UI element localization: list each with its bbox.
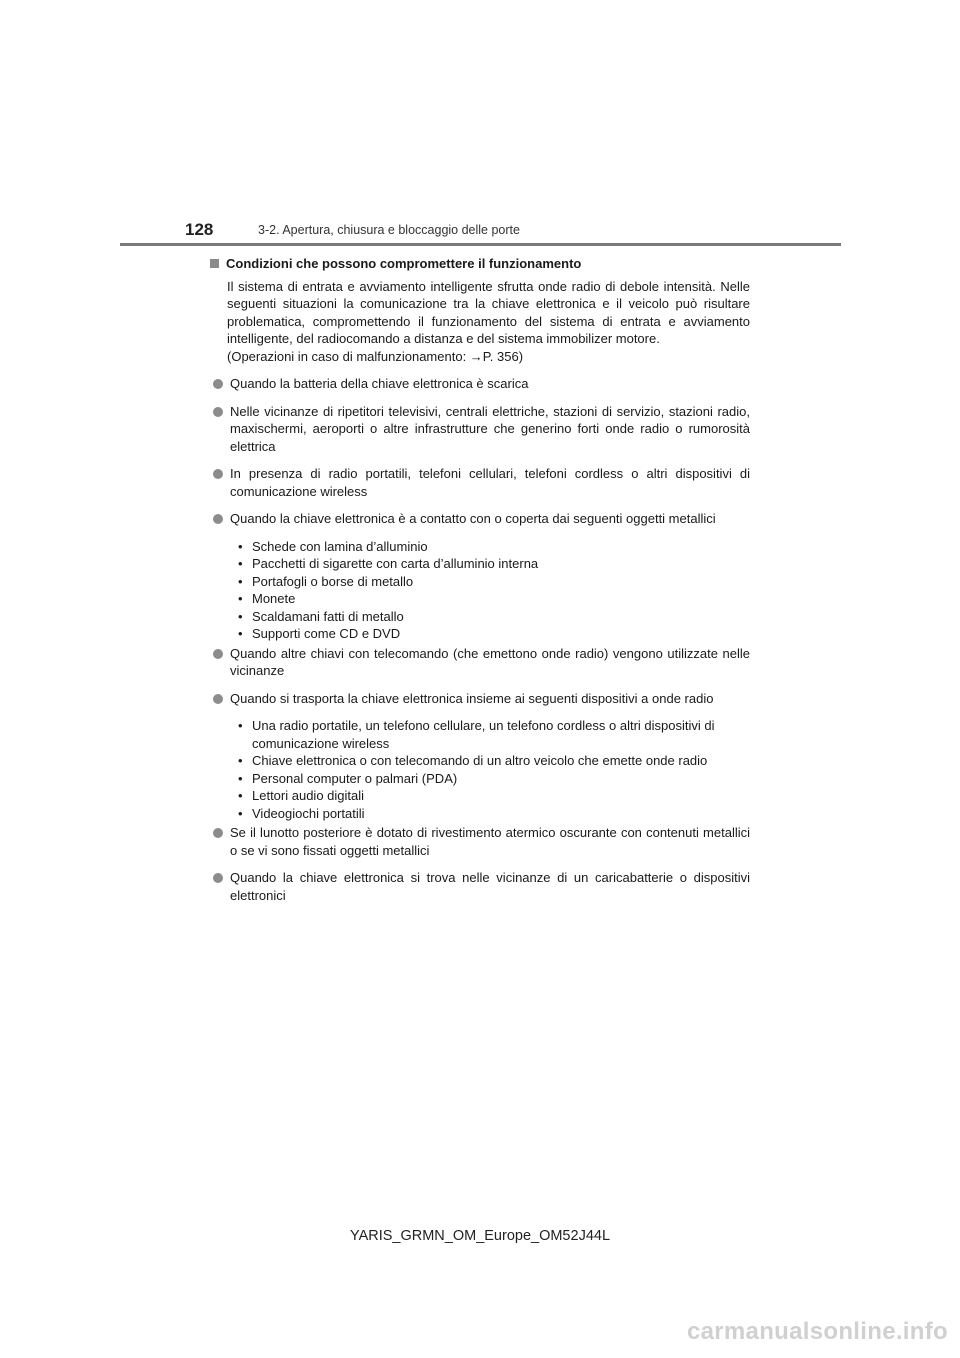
dot-bullet-icon: • [238, 573, 243, 589]
circle-bullet-icon [213, 379, 223, 389]
dot-bullet-icon: • [238, 626, 243, 641]
square-bullet-icon [210, 259, 219, 268]
dot-bullet-icon: • [238, 805, 243, 821]
list-item [210, 403, 750, 456]
list-item [210, 510, 750, 528]
dot-bullet-icon: • [238, 591, 243, 606]
circle-bullet-icon [213, 649, 223, 659]
sublist-item: • Personal computer o palmari (PDA) [238, 770, 458, 786]
header-rule [120, 243, 841, 246]
list-item-text: Quando altre chiavi con telecomando (che emettono onde radio) vengono utilizzate nelle vicinanze [230, 645, 750, 678]
intro-block [227, 278, 750, 366]
circle-bullet-icon [213, 694, 223, 704]
list-item [210, 465, 750, 500]
list-item-text: In presenza di radio portatili, telefoni cellulari, telefoni cordless o altri dispositivi di comunicazione wireless [230, 466, 750, 499]
dot-bullet-icon: • [238, 538, 243, 554]
sublist-item: • Pacchetti di sigarette con carta d’alluminio interna [238, 556, 539, 571]
page-number: 128 [185, 220, 214, 239]
sublist-item: • Lettori audio digitali [238, 788, 365, 803]
sublist-item: • Scaldamani fatti di metallo [238, 608, 404, 624]
section-title: 3-2. Apertura, chiusura e bloccaggio delle porte [258, 223, 520, 237]
circle-bullet-icon [213, 828, 223, 838]
main-content [210, 255, 750, 904]
dot-bullet-icon: • [238, 788, 243, 803]
dot-bullet-icon: • [238, 608, 243, 624]
list-item-text: Quando si trasporta la chiave elettronica insieme ai seguenti dispositivi a onde radio [230, 690, 714, 706]
watermark-logo: carmanualsonline.info [686, 1318, 948, 1345]
list-item-text: Se il lunotto posteriore è dotato di rivestimento atermico oscurante con contenuti metallici o se vi sono fissati oggetti metallici [230, 825, 750, 858]
sublist-item: • Monete [238, 591, 296, 606]
sublist-item: • Portafogli o borse di metallo [238, 573, 414, 589]
list-item-text: Quando la chiave elettronica è a contatto con o coperta dai seguenti oggetti metallici [230, 511, 716, 526]
reference-text: (Operazioni in caso di malfunzionamento: →P. 356) [227, 348, 524, 364]
dot-bullet-icon: • [238, 770, 243, 786]
list-item-text: Quando la batteria della chiave elettronica è scarica [230, 376, 529, 391]
list-item-text: Nelle vicinanze di ripetitori televisivi, centrali elettriche, stazioni di servizio, stazioni radio, maxischermi, aeroporti o altre infrastrutture che generino forti onde radio o rumorosità elettrica [230, 403, 750, 454]
list-item [210, 375, 750, 393]
circle-bullet-icon [213, 873, 223, 883]
list-item-text: Quando la chiave elettronica si trova nelle vicinanze di un caricabatterie o dispositivi elettronici [230, 870, 750, 903]
dot-bullet-icon: • [238, 718, 243, 733]
dot-bullet-icon: • [238, 556, 243, 571]
list-item [210, 869, 750, 904]
metal-objects-sublist [238, 538, 750, 643]
list-item [210, 645, 750, 680]
dot-bullet-icon: • [238, 753, 243, 768]
list-item [210, 690, 750, 708]
list-item [210, 824, 750, 859]
footer-code: YARIS_GRMN_OM_Europe_OM52J44L [349, 1228, 611, 1244]
circle-bullet-icon [213, 469, 223, 479]
intro-paragraph: Il sistema di entrata e avviamento intelligente sfrutta onde radio di debole intensità. Nelle seguenti situazioni la comunicazione tra la chiave elettronica e il veicolo può risultare problematica, compromettendo il funzionamento del sistema di entrata e avviamento intelligente, del radiocomando a distanza e del sistema immobilizer motore. [227, 278, 750, 346]
radio-devices-sublist [238, 717, 750, 822]
circle-bullet-icon [213, 407, 223, 417]
section-heading [210, 255, 750, 273]
sublist-item: • Videogiochi portatili [238, 805, 365, 821]
sublist-item: • Una radio portatile, un telefono cellulare, un telefono cordless o altri dispositivi di comunicazione wireless [238, 718, 715, 751]
circle-bullet-icon [213, 514, 223, 524]
sublist-item: • Chiave elettronica o con telecomando di un altro veicolo che emette onde radio [238, 753, 708, 768]
sublist-item: • Schede con lamina d’alluminio [238, 538, 428, 554]
sublist-item: • Supporti come CD e DVD [238, 626, 401, 641]
section-heading-text: Condizioni che possono compromettere il funzionamento [226, 256, 582, 271]
